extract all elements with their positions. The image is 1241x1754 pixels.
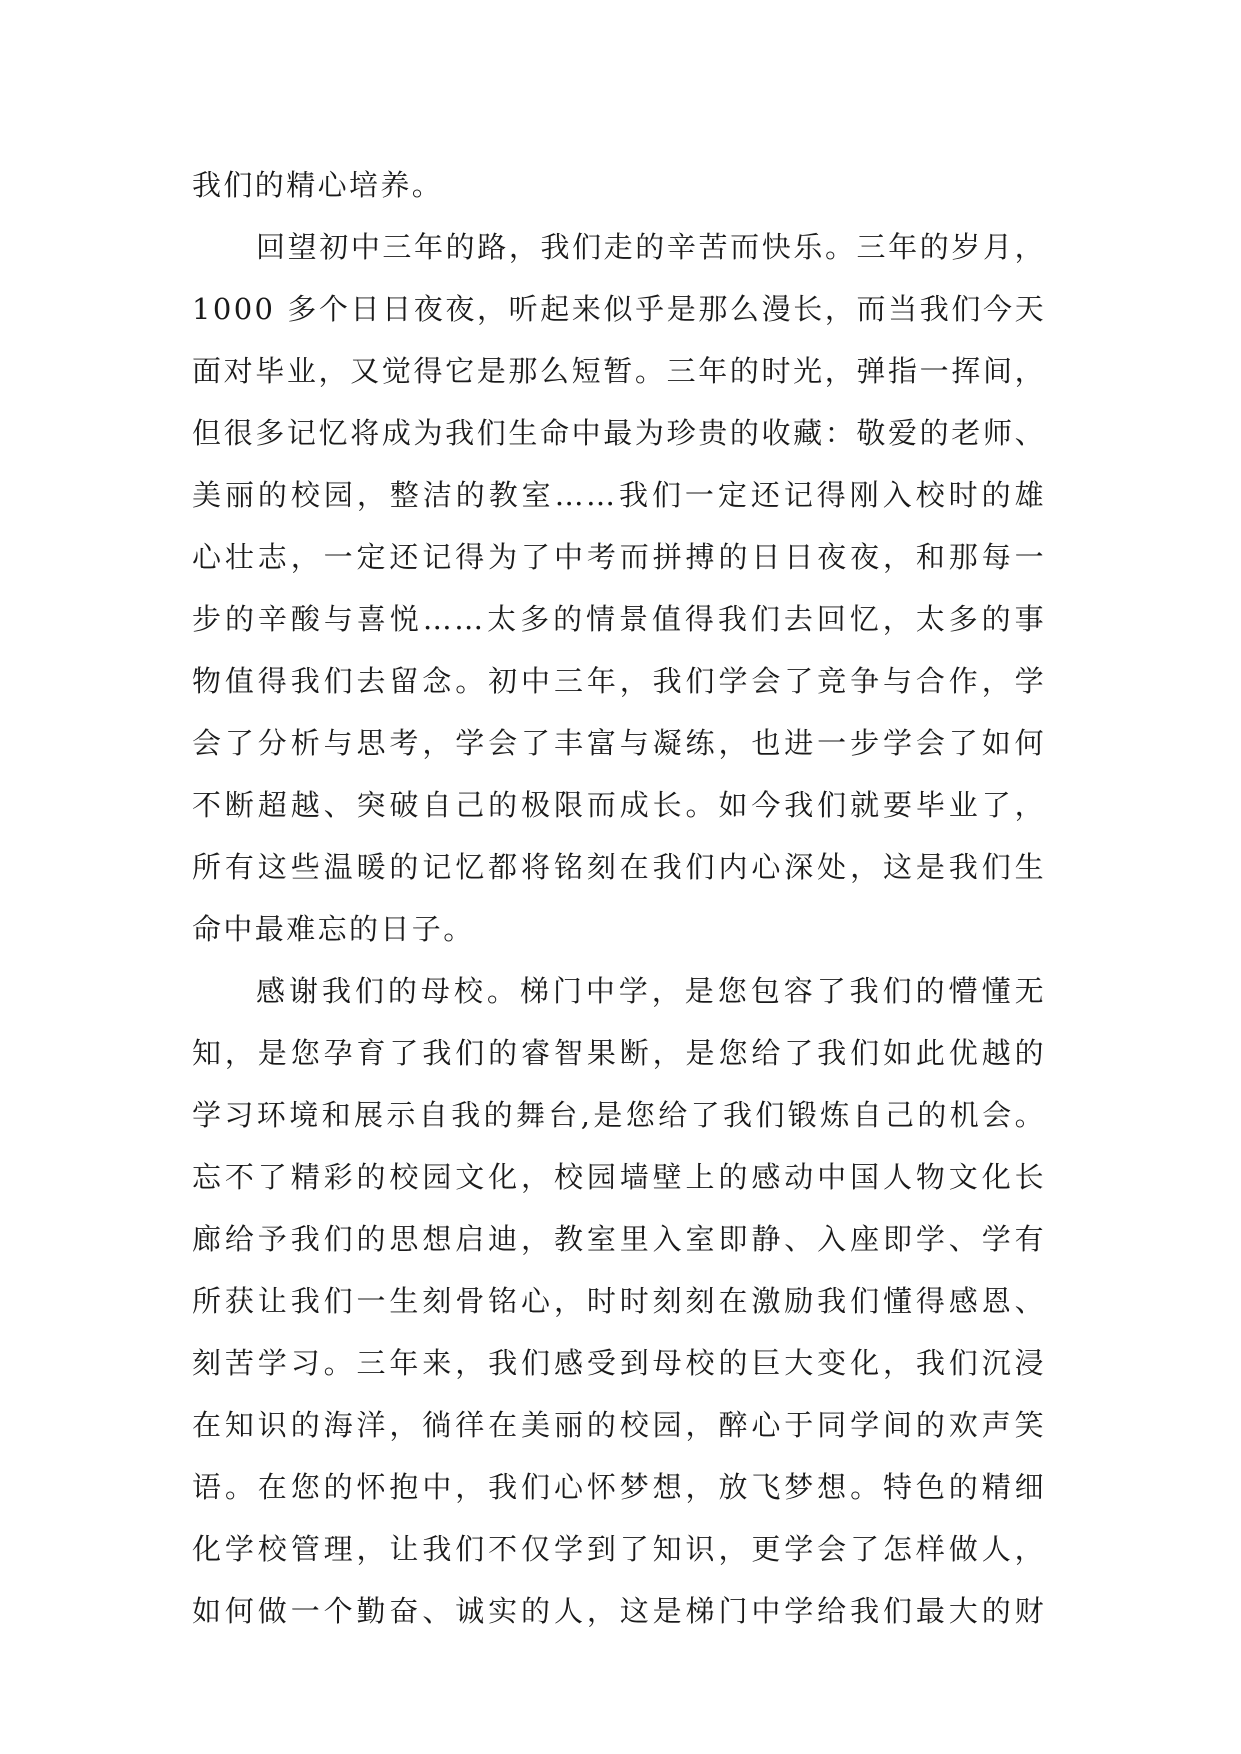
text-line: 命中最难忘的日子。 — [192, 912, 475, 946]
text-line: 所获让我们一生刻骨铭心，时时刻刻在激励我们懂得感恩、 — [192, 1284, 1046, 1318]
text-line: 会了分析与思考，学会了丰富与凝练，也进一步学会了如何 — [192, 726, 1046, 760]
paragraph — [192, 216, 1046, 960]
text-line: 如何做一个勤奋、诚实的人，这是梯门中学给我们最大的财 — [192, 1594, 1046, 1628]
text-line: 面对毕业，又觉得它是那么短暂。三年的时光，弹指一挥间， — [192, 354, 1046, 388]
text-line: 回望初中三年的路，我们走的辛苦而快乐。三年的岁月， — [256, 230, 1046, 264]
text-line: 心壮志，一定还记得为了中考而拼搏的日日夜夜，和那每一 — [192, 540, 1046, 574]
text-line: 美丽的校园，整洁的教室……我们一定还记得刚入校时的雄 — [192, 478, 1046, 512]
text-line: 感谢我们的母校。梯门中学，是您包容了我们的懵懂无 — [256, 974, 1046, 1008]
text-line: 1000 多个日日夜夜，听起来似乎是那么漫长，而当我们今天 — [192, 292, 1046, 326]
text-line: 语。在您的怀抱中，我们心怀梦想，放飞梦想。特色的精细 — [192, 1470, 1046, 1504]
text-line: 忘不了精彩的校园文化，校园墙壁上的感动中国人物文化长 — [192, 1160, 1046, 1194]
text-line: 刻苦学习。三年来，我们感受到母校的巨大变化，我们沉浸 — [192, 1346, 1046, 1380]
text-line: 在知识的海洋，徜徉在美丽的校园，醉心于同学间的欢声笑 — [192, 1408, 1046, 1442]
text-line: 我们的精心培养。 — [192, 168, 444, 202]
document-body — [192, 154, 1046, 1642]
text-line: 步的辛酸与喜悦……太多的情景值得我们去回忆，太多的事 — [192, 602, 1046, 636]
text-line: 但很多记忆将成为我们生命中最为珍贵的收藏：敬爱的老师、 — [192, 416, 1046, 450]
text-line: 知，是您孕育了我们的睿智果断，是您给了我们如此优越的 — [192, 1036, 1046, 1070]
text-line: 化学校管理，让我们不仅学到了知识，更学会了怎样做人， — [192, 1532, 1046, 1566]
paragraph — [192, 154, 1046, 216]
text-line: 廊给予我们的思想启迪，教室里入室即静、入座即学、学有 — [192, 1222, 1046, 1256]
paragraph — [192, 960, 1046, 1642]
text-line: 所有这些温暖的记忆都将铭刻在我们内心深处，这是我们生 — [192, 850, 1046, 884]
text-line: 学习环境和展示自我的舞台,是您给了我们锻炼自己的机会。 — [192, 1098, 1046, 1132]
text-line: 物值得我们去留念。初中三年，我们学会了竞争与合作，学 — [192, 664, 1046, 698]
text-line: 不断超越、突破自己的极限而成长。如今我们就要毕业了， — [192, 788, 1046, 822]
